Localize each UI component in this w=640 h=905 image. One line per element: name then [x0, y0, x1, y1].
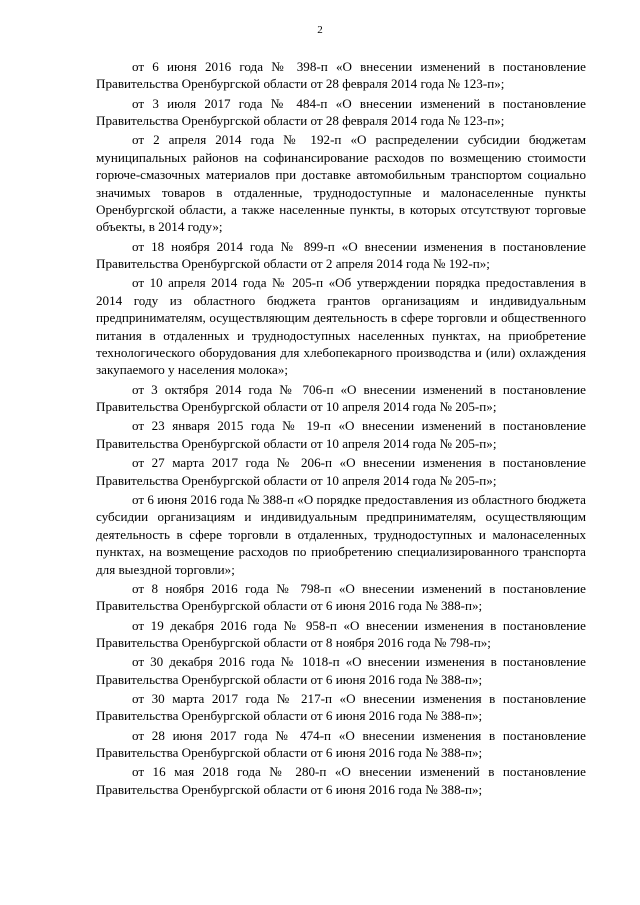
paragraph-decree-958: от 19 декабря 2016 года № 958-п «О внесении изменения в постановление Правительства Оренбургской области от 8 ноября 2016 года № 798-п»;	[96, 617, 586, 650]
paragraph-decree-19: от 23 января 2015 года № 19-п «О внесении изменений в постановление Правительства Оренбургской области от 10 апреля 2014 года № 205-п»;	[96, 418, 586, 451]
paragraph-decree-192: от 2 апреля 2014 года № 192-п «О распределении субсидии бюджетам муниципальных районов на софинансирование расходов по возмещению стоимости горюче-смазочных материалов при доставке автомобильным транспортом социально значимых товаров в отдаленные, труднодоступные и малонаселенные пункты Оренбургской области, а также населенные пункты, в которых отсутствуют торговые объекты, в 2014 году»;	[96, 132, 586, 235]
paragraph-decree-280: от 16 мая 2018 года № 280-п «О внесении изменений в постановление Правительства Оренбургской области от 6 июня 2016 года № 388-п»;	[96, 764, 586, 797]
paragraph-decree-484: от 3 июля 2017 года № 484-п «О внесении изменений в постановление Правительства Оренбургской области от 28 февраля 2014 года № 123-п»;	[96, 95, 586, 129]
paragraph-decree-205: от 10 апреля 2014 года № 205-п «Об утверждении порядка предоставления в 2014 году из областного бюджета грантов организациям и индивидуальным предпринимателям, осуществляющим деятельность в сфере торговли и общественного питания в отдаленных и труднодоступных населенных пунктах, на приобретение технологического оборудования для хлебопекарного производства и (или) охлаждения закупаемого у населения молока»;	[96, 275, 586, 378]
paragraph-decree-398: от 6 июня 2016 года № 398-п «О внесении изменений в постановление Правительства Оренбургской области от 28 февраля 2014 года № 123-п»;	[96, 59, 586, 92]
paragraph-decree-388: от 6 июня 2016 года № 388-п «О порядке предоставления из областного бюджета субсидии организациям и индивидуальным предпринимателям, осуществляющим деятельность в сфере торговли в отдаленных, труднодоступных и малонаселенных пунктах, на возмещение расходов по приобретению специализированного транспорта для выездной торговли»;	[96, 491, 586, 577]
page-number: 2	[317, 24, 323, 36]
paragraph-decree-217: от 30 марта 2017 года № 217-п «О внесении изменения в постановление Правительства Оренбургской области от 6 июня 2016 года № 388-п»;	[96, 690, 586, 724]
paragraph-decree-899: от 18 ноября 2014 года № 899-п «О внесении изменения в постановление Правительства Оренбургской области от 2 апреля 2014 года № 192-п»;	[96, 238, 586, 272]
paragraph-decree-206: от 27 марта 2017 года № 206-п «О внесении изменения в постановление Правительства Оренбургской области от 10 апреля 2014 года № 205-п»;	[96, 455, 586, 488]
document-body	[96, 58, 586, 800]
paragraph-decree-1018: от 30 декабря 2016 года № 1018-п «О внесении изменения в постановление Правительства Оренбургской области от 6 июня 2016 года № 388-п»;	[96, 654, 586, 687]
paragraph-decree-706: от 3 октября 2014 года № 706-п «О внесении изменений в постановление Правительства Оренбургской области от 10 апреля 2014 года № 205-п»;	[96, 381, 586, 415]
paragraph-decree-474: от 28 июня 2017 года № 474-п «О внесении изменения в постановление Правительства Оренбургской области от 6 июня 2016 года № 388-п»;	[96, 727, 586, 761]
paragraph-decree-798: от 8 ноября 2016 года № 798-п «О внесении изменений в постановление Правительства Оренбургской области от 6 июня 2016 года № 388-п»;	[96, 580, 586, 614]
